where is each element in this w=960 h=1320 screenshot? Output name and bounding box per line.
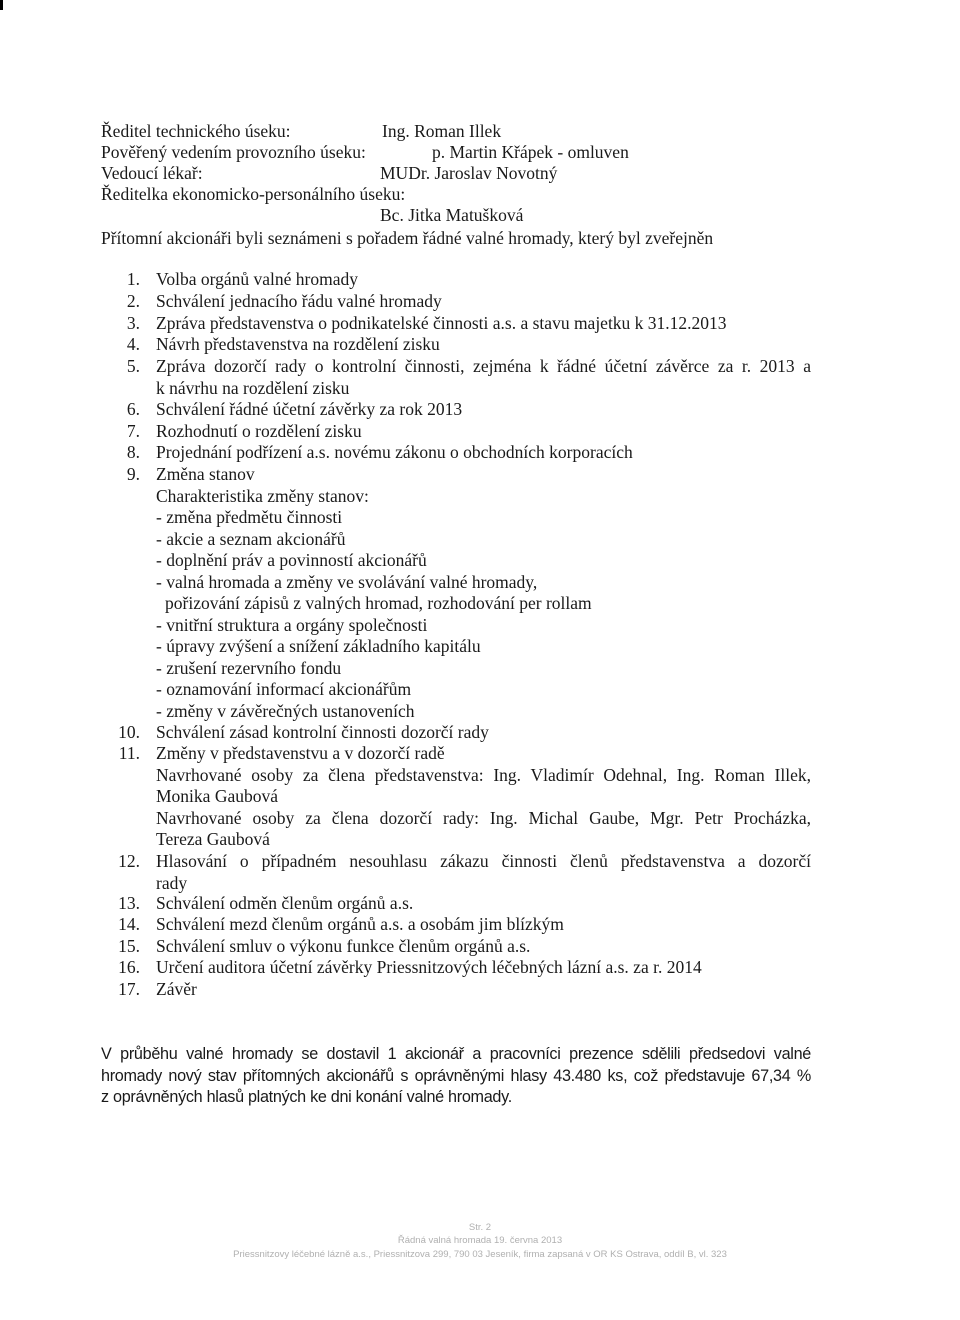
supervisory-board-nominees: Navrhované osoby za člena dozorčí rady: Ing. Michal Gaube, Mgr. Petr Procházka, xyxy=(156,807,811,828)
page-number: Str. 2 xyxy=(468,1222,492,1233)
agenda-item: Rozhodnutí o rozdělení zisku xyxy=(156,421,362,441)
agenda-number: 12. xyxy=(118,851,140,871)
agenda-item: Schválení řádné účetní závěrky za rok 2013 xyxy=(156,399,463,419)
economic-director-label: Ředitelka ekonomicko-personálního úseku: xyxy=(101,184,406,204)
agenda-number: 5. xyxy=(126,356,140,376)
technical-director-name: Ing. Roman Illek xyxy=(382,121,502,141)
bylaws-change-point: - vnitřní struktura a orgány společnosti xyxy=(156,614,428,635)
agenda-number: 11. xyxy=(118,743,140,763)
paragraph-line: V průběhu valné hromady se dostavil 1 akcionář a pracovníci prezence sdělili předsedovi valné xyxy=(101,1045,811,1063)
agenda-item: Projednání podřízení a.s. novému zákonu o obchodních korporacích xyxy=(156,442,633,462)
agenda-item: Schválení mezd členům orgánů a.s. a osobám jim blízkým xyxy=(156,914,564,934)
economic-director-name: Bc. Jitka Matušková xyxy=(380,205,524,225)
agenda-item: Návrh představenstva na rozdělení zisku xyxy=(156,334,440,354)
operations-manager-name: p. Martin Křápek - omluven xyxy=(432,142,629,162)
agenda-item-line: Hlasování o případném nesouhlasu zákazu činnosti členů představenstva a dozorčí xyxy=(156,851,811,871)
agenda-number: 10. xyxy=(118,722,140,742)
agenda-item: Schválení jednacího řádu valné hromady xyxy=(156,291,442,311)
agenda-item-line: Zpráva dozorčí rady o kontrolní činnosti, zejména k řádné účetní závěrce za r. 2013 a xyxy=(156,356,811,376)
board-nominees: Navrhované osoby za člena představenstva: Ing. Vladimír Odehnal, Ing. Roman Illek, xyxy=(156,764,811,785)
agenda-item: Schválení smluv o výkonu funkce členům orgánů a.s. xyxy=(156,936,531,956)
agenda-item: Schválení odměn členům orgánů a.s. xyxy=(156,893,414,913)
agenda-number: 8. xyxy=(126,442,140,462)
agenda-number: 16. xyxy=(118,957,140,977)
chief-physician-name: MUDr. Jaroslav Novotný xyxy=(380,163,558,183)
bylaws-change-heading: Charakteristika změny stanov: xyxy=(156,485,369,506)
agenda-item-line: k návrhu na rozdělení zisku xyxy=(156,377,350,398)
bylaws-change-point: - doplnění práv a povinností akcionářů xyxy=(156,550,427,570)
board-nominees-continuation: Monika Gaubová xyxy=(156,786,278,806)
agenda-item-bylaws xyxy=(156,464,592,722)
agenda-item-title: Změny v představenstvu a v dozorčí radě xyxy=(156,743,445,763)
agenda-item xyxy=(156,356,811,399)
agenda-number: 2. xyxy=(126,291,140,311)
agenda-item-line: rady xyxy=(156,872,188,893)
bylaws-change-point: - valná hromada a změny ve svolávání valné hromady, xyxy=(156,571,538,592)
paragraph-line: z oprávněných hlasů platných ke dni konání valné hromady. xyxy=(101,1088,512,1106)
paragraph-line: hromady nový stav přítomných akcionářů s oprávněnými hlasy 43.480 ks, což představuje 67,34 % xyxy=(101,1066,811,1085)
chief-physician-label: Vedoucí lékař: xyxy=(101,163,203,183)
agenda-number: 3. xyxy=(126,313,140,333)
agenda-number: 13. xyxy=(118,893,140,913)
agenda-item xyxy=(156,851,811,894)
bylaws-change-point: - oznamování informací akcionářům xyxy=(156,679,412,699)
bylaws-change-point: - zrušení rezervního fondu xyxy=(156,657,342,678)
supervisory-board-nominees-continuation: Tereza Gaubová xyxy=(156,829,270,849)
agenda-item: Určení auditora účetní závěrky Priessnitzových léčebných lázní a.s. za r. 2014 xyxy=(156,957,702,977)
bylaws-change-point-continuation: pořizování zápisů z valných hromad, rozhodování per rollam xyxy=(165,593,592,613)
agenda-number: 6. xyxy=(126,399,140,419)
bylaws-change-point: - změna předmětu činnosti xyxy=(156,507,343,527)
agenda-item: Závěr xyxy=(156,979,197,999)
agenda-number: 7. xyxy=(126,421,140,441)
agenda-item: Schválení zásad kontrolní činnosti dozorčí rady xyxy=(156,722,489,742)
agenda-item-title: Změna stanov xyxy=(156,464,255,484)
footer-company-info: Priessnitzovy léčebné lázně a.s., Priessnitzova 299, 790 03 Jeseník, firma zapsaná v OR KS Ostrava, oddíl B, vl. 323 xyxy=(233,1249,727,1260)
agenda-number: 14. xyxy=(118,914,140,934)
shareholder-update-paragraph xyxy=(101,1044,811,1109)
bylaws-change-point: - akcie a seznam akcionářů xyxy=(156,528,346,549)
footer-meeting-date: Řádná valná hromada 19. června 2013 xyxy=(397,1235,563,1246)
agenda-number: 9. xyxy=(126,464,140,484)
scan-edge-mark xyxy=(0,0,3,10)
operations-manager-label: Pověřený vedením provozního úseku: xyxy=(101,142,366,162)
bylaws-change-point: - změny v závěrečných ustanoveních xyxy=(156,700,415,721)
agenda-number: 17. xyxy=(118,979,140,999)
attendance-sentence: Přítomní akcionáři byli seznámeni s pořadem řádné valné hromady, který byl zveřejněn xyxy=(101,228,714,248)
agenda-item-board-changes xyxy=(156,743,811,851)
agenda-number: 4. xyxy=(126,334,140,354)
agenda-item: Zpráva představenstva o podnikatelské činnosti a.s. a stavu majetku k 31.12.2013 xyxy=(156,313,727,333)
bylaws-change-point: - úpravy zvýšení a snížení základního kapitálu xyxy=(156,636,481,656)
agenda-number: 15. xyxy=(118,936,140,956)
agenda-item: Volba orgánů valné hromady xyxy=(156,269,359,289)
technical-director-label: Ředitel technického úseku: xyxy=(101,121,291,141)
agenda-number: 1. xyxy=(126,269,140,289)
